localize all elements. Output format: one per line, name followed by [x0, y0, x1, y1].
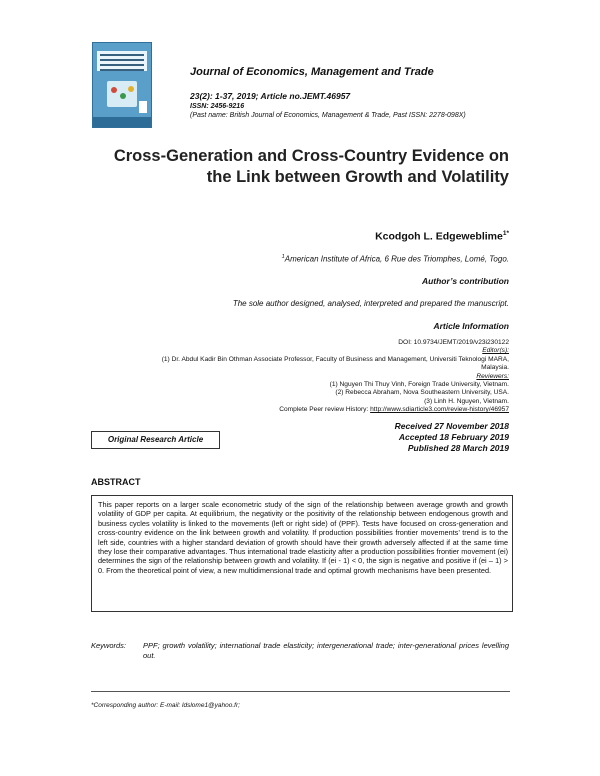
- contribution-heading: Author’s contribution: [421, 276, 509, 286]
- review-history: [79, 406, 509, 414]
- article-info: [79, 339, 509, 415]
- reviewers-label: Reviewers:: [476, 372, 509, 380]
- article-info-heading: Article Information: [433, 321, 509, 331]
- reviewer-1: (1) Nguyen Thi Thuy Vinh, Foreign Trade University, Vietnam.: [329, 381, 509, 389]
- cover-tab: [139, 101, 147, 113]
- received-date: Received 27 November 2018: [394, 421, 509, 431]
- doi: DOI: 10.9734/JEMT/2019/v23i230122: [398, 339, 509, 346]
- paper-title: [69, 146, 509, 188]
- issn: ISSN: 2456-9216: [190, 103, 245, 110]
- journal-cover-thumbnail: [92, 42, 152, 128]
- cover-title-band: [97, 51, 147, 71]
- editor-label: Editor(s):: [482, 347, 509, 355]
- journal-name: Journal of Economics, Management and Trade: [190, 66, 434, 78]
- cover-illustration: [107, 81, 137, 107]
- cover-footer: [93, 117, 151, 127]
- affiliation: [282, 254, 509, 264]
- reviewer-2: (2) Rebecca Abraham, Nova Southeastern University, USA.: [335, 389, 509, 397]
- title-line-2: the Link between Growth and Volatility: [206, 168, 509, 186]
- author-marks: 1*: [502, 230, 509, 237]
- article-type-box: Original Research Article: [91, 431, 220, 449]
- contribution-text: The sole author designed, analysed, interpreted and prepared the manuscript.: [232, 299, 509, 308]
- review-history-link[interactable]: http://www.sdiarticle3.com/review-history/46957: [370, 406, 509, 414]
- keywords-label: Keywords:: [91, 641, 127, 650]
- abstract-box: [91, 495, 513, 612]
- abstract-heading: ABSTRACT: [91, 477, 141, 487]
- editor-line-1: (1) Dr. Abdul Kadir Bin Othman Associate Professor, Faculty of Business and Management, Universiti Teknologi MARA,: [161, 355, 509, 363]
- abstract-text: This paper reports on a larger scale econometric study of the sign of the relationship between average growth and growth volatility of GDP per capita. At equilibrium, the negativity or the positivity of the relationship between endogenous growth and business cycles volatility is linked to the movements (left or right side) of (PPF). Tests have focused on cross-generation and cross-country evidence on the link between growth and volatility. If production possibilities frontier movements’ trend is to the left side, countries with a higher standard deviation of growth should have their growth adversely affected if at the same time they lose their comparative advantages. Thus international trade elasticity after a production possibilities frontier movement (ei) determines the sign of the relationship between growth and volatility. If (ei - 1) < 0, the sign is negative and positive if (ei – 1) > 0. From the theoretical point of view, a new multidimensional trade and optimal growth mechanisms have been presented.: [98, 500, 508, 575]
- published-date: Published 28 March 2019: [407, 443, 509, 453]
- affiliation-mark: 1: [281, 254, 285, 260]
- editor-line-2: Malaysia.: [481, 364, 509, 372]
- dates: [395, 421, 509, 454]
- author-name: Kcodgoh L. Edgeweblime: [375, 230, 503, 243]
- history-label: Complete Peer review History:: [279, 406, 369, 414]
- accepted-date: Accepted 18 February 2019: [398, 432, 509, 442]
- volume-line: 23(2): 1-37, 2019; Article no.JEMT.46957: [190, 91, 351, 101]
- keywords-text: PPF; growth volatility; international trade elasticity; intergenerational trade; inter-generational prices levelling out.: [143, 641, 509, 660]
- title-line-1: Cross-Generation and Cross-Country Evidence on: [113, 147, 509, 165]
- reviewer-3: (3) Linh H. Nguyen, Vietnam.: [424, 397, 509, 405]
- affiliation-text: American Institute of Africa, 6 Rue des Triomphes, Lomé, Togo.: [284, 254, 509, 264]
- footnote-divider: [91, 691, 510, 692]
- author: [375, 230, 509, 243]
- corresponding-author-footnote: *Corresponding author: E-mail: ldslome1@yahoo.fr;: [91, 702, 240, 709]
- previous-name: (Past name: British Journal of Economics, Management & Trade, Past ISSN: 2278-098X): [190, 112, 466, 119]
